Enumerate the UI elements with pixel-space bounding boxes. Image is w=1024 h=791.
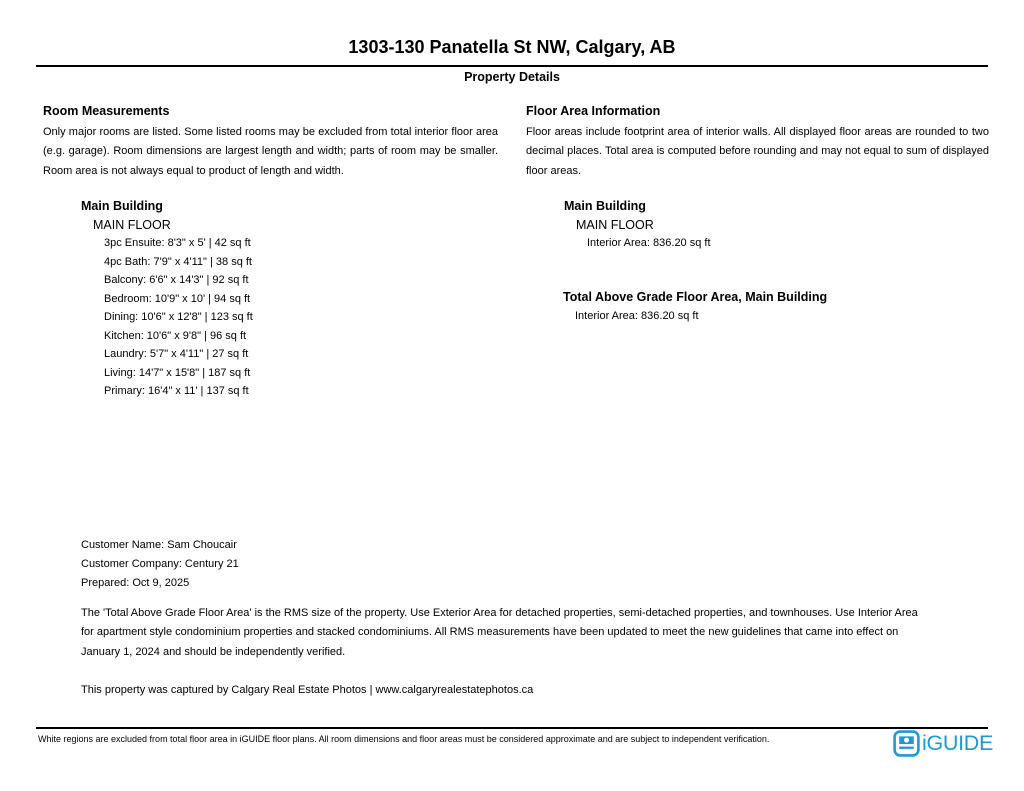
footer-disclaimer: White regions are excluded from total floor area in iGUIDE floor plans. All room dimensions and floor areas must be considered approximate and are subject to independent verification. (38, 734, 770, 744)
room-line: 3pc Ensuite: 8'3" x 5' | 42 sq ft (104, 237, 251, 249)
floor-area-lines (587, 234, 711, 253)
title-divider (36, 65, 988, 67)
interior-area-line: Interior Area: 836.20 sq ft (587, 237, 711, 249)
room-line: 4pc Bath: 7'9" x 4'11" | 38 sq ft (104, 255, 252, 268)
room-measurements-description: Only major rooms are listed. Some listed rooms may be excluded from total interior floor area (e.g. garage). Room dimensions are largest length and width; parts of room may be smaller. Room area is not always equal to product of length and width. (43, 126, 498, 177)
building-name: Main Building (564, 199, 646, 213)
total-floor-area-block (563, 288, 827, 325)
customer-info-block (81, 536, 239, 593)
floor-area-information-section (526, 103, 989, 181)
page-subtitle: Property Details (464, 70, 560, 84)
rms-disclaimer: The 'Total Above Grade Floor Area' is the RMS size of the property. Use Exterior Area for detached properties, semi-detached properties, and townhouses. Use Interior Area for apartment style condominium properties and stacked condominiums. All RMS measurements have been updated to meet the new guidelines that came into effect on January 1, 2024 and should be independently verified. (81, 607, 918, 658)
customer-company-line: Customer Company: Century 21 (81, 558, 239, 570)
room-list-block (81, 197, 253, 401)
iguide-logo-text: iGUIDE (922, 731, 994, 755)
room-line: Bedroom: 10'9" x 10' | 94 sq ft (104, 292, 251, 305)
room-measurements-section (43, 103, 498, 181)
floor-name: MAIN FLOOR (576, 217, 654, 232)
room-line: Balcony: 6'6" x 14'3" | 92 sq ft (104, 274, 249, 286)
page-title: 1303-130 Panatella St NW, Calgary, AB (348, 37, 676, 57)
room-measurements-heading: Room Measurements (43, 104, 170, 118)
room-line: Primary: 16'4" x 11' | 137 sq ft (104, 385, 249, 397)
room-list (104, 234, 253, 401)
total-floor-area-heading: Total Above Grade Floor Area, Main Building (563, 290, 828, 304)
floor-area-block (564, 197, 711, 253)
iguide-logo (893, 730, 993, 757)
room-line: Kitchen: 10'6" x 9'8" | 96 sq ft (104, 329, 247, 342)
iguide-camera-icon (893, 730, 920, 757)
floor-area-information-heading: Floor Area Information (526, 104, 661, 118)
room-line: Dining: 10'6" x 12'8" | 123 sq ft (104, 311, 253, 323)
prepared-date-line: Prepared: Oct 9, 2025 (81, 577, 190, 589)
floor-area-information-description: Floor areas include footprint area of interior walls. All displayed floor areas are rounded to two decimal places. Total area is computed before rounding and may not equal to sum of displayed floor areas. (526, 126, 989, 177)
building-name: Main Building (81, 199, 163, 213)
captured-by-line: This property was captured by Calgary Real Estate Photos | www.calgaryrealestatephotos.ca (81, 684, 534, 696)
floor-name: MAIN FLOOR (93, 217, 171, 232)
footer-divider (36, 727, 988, 729)
room-line: Living: 14'7" x 15'8" | 187 sq ft (104, 366, 251, 379)
customer-name-line: Customer Name: Sam Choucair (81, 539, 237, 551)
total-interior-area-line: Interior Area: 836.20 sq ft (575, 309, 699, 322)
room-line: Laundry: 5'7" x 4'11" | 27 sq ft (104, 348, 249, 360)
